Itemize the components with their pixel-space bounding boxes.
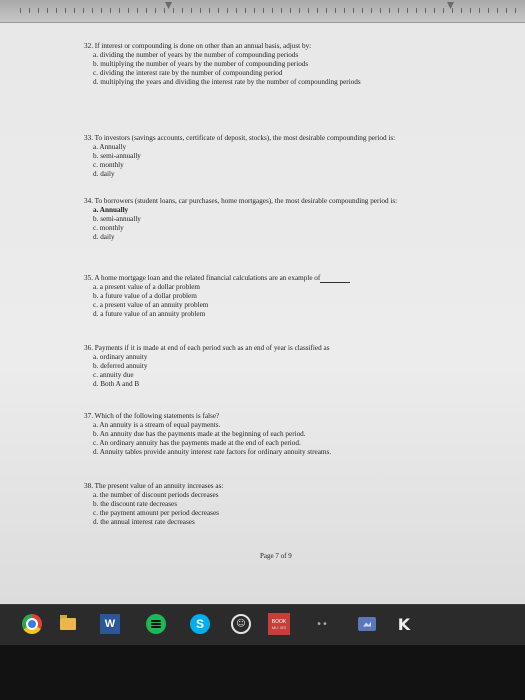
- option: d. daily: [93, 170, 115, 178]
- ruler-tick: [380, 8, 381, 13]
- question-stem: 33. To investors (savings accounts, certificate of deposit, stocks), the most desirable compounding period is:: [84, 134, 396, 142]
- option: c. a present value of an annuity problem: [93, 301, 209, 309]
- question-stem-text: 35. A home mortgage loan and the related financial calculations are an example of: [84, 274, 321, 282]
- ruler-tick: [488, 8, 489, 13]
- ruler-tick: [38, 8, 39, 13]
- ruler-tick: [389, 8, 390, 13]
- question-38: [84, 482, 223, 527]
- ruler-tick: [263, 8, 264, 13]
- ruler-tick: [164, 8, 165, 13]
- ruler-tick: [290, 8, 291, 13]
- option: c. the payment amount per period decreases: [93, 509, 219, 517]
- ruler-tick: [245, 8, 246, 13]
- question-stem: 37. Which of the following statements is false?: [84, 412, 220, 420]
- ruler-tick: [200, 8, 201, 13]
- option: d. Both A and B: [93, 380, 140, 388]
- option: d. Annuity tables provide annuity interest rate factors for ordinary annuity streams.: [93, 448, 332, 456]
- ruler-tick: [146, 8, 147, 13]
- ruler-tick: [20, 8, 21, 13]
- option: b. deferred annuity: [93, 362, 148, 370]
- option: c. monthly: [93, 161, 124, 169]
- ruler-tick: [353, 8, 354, 13]
- option: c. dividing the interest rate by the number of compounding period: [93, 69, 283, 77]
- ruler-tick: [236, 8, 237, 13]
- word-icon[interactable]: W: [100, 614, 120, 634]
- ruler-tick: [110, 8, 111, 13]
- photos-icon[interactable]: [358, 617, 376, 631]
- option: a. Annually: [93, 143, 127, 151]
- question-37: [84, 412, 331, 457]
- ruler: [0, 0, 525, 23]
- ruler-tick: [29, 8, 30, 13]
- circle-app-icon[interactable]: ☺: [231, 614, 251, 634]
- ruler-tick: [137, 8, 138, 13]
- ruler-tick: [425, 8, 426, 13]
- ruler-tick: [191, 8, 192, 13]
- ruler-tick: [335, 8, 336, 13]
- ruler-tick: [173, 8, 174, 13]
- ruler-tick: [326, 8, 327, 13]
- ruler-tick: [299, 8, 300, 13]
- ruler-tick: [74, 8, 75, 13]
- ruler-tick: [128, 8, 129, 13]
- ruler-tick: [371, 8, 372, 13]
- ruler-tick: [416, 8, 417, 13]
- ruler-tick: [227, 8, 228, 13]
- s-app-icon[interactable]: S: [190, 614, 210, 634]
- monitor-bezel: [0, 645, 525, 700]
- question-35: [84, 274, 350, 319]
- ruler-tick: [452, 8, 453, 13]
- option: a. An annuity is a stream of equal payments.: [93, 421, 221, 429]
- option: d. a future value of an annuity problem: [93, 310, 206, 318]
- chrome-icon[interactable]: [22, 614, 42, 634]
- option: a. a present value of a dollar problem: [93, 283, 200, 291]
- answer-blank: [320, 275, 350, 283]
- option: a. Annually: [93, 206, 129, 214]
- question-stem: 36. Payments if it is made at end of each period such as an end of year is classified as: [84, 344, 330, 352]
- ruler-tick: [47, 8, 48, 13]
- ruler-tick: [515, 8, 516, 13]
- ruler-tick: [272, 8, 273, 13]
- ruler-tick: [119, 8, 120, 13]
- ruler-tick: [479, 8, 480, 13]
- document-page: [70, 22, 510, 604]
- ruler-tick: [218, 8, 219, 13]
- ruler-tick: [83, 8, 84, 13]
- ruler-tick: [65, 8, 66, 13]
- k-app-icon[interactable]: K: [397, 614, 411, 634]
- option: b. a future value of a dollar problem: [93, 292, 197, 300]
- page-number: Page 7 of 9: [260, 552, 292, 560]
- red-app-line1: BOOK: [271, 618, 287, 625]
- option: c. monthly: [93, 224, 124, 232]
- ruler-tick: [317, 8, 318, 13]
- ruler-tick: [254, 8, 255, 13]
- ruler-tick: [182, 8, 183, 13]
- red-app-line2: MLI ISS: [271, 624, 287, 630]
- option: a. dividing the number of years by the number of compounding periods: [93, 51, 299, 59]
- ruler-tick: [344, 8, 345, 13]
- spotify-icon[interactable]: [146, 614, 166, 634]
- option: b. semi-annually: [93, 152, 141, 160]
- question-stem: 34. To borrowers (student loans, car purchases, home mortgages), the most desirable compounding period is:: [84, 197, 398, 205]
- question-32: [84, 42, 361, 87]
- dots-icon[interactable]: ••: [316, 618, 328, 630]
- ruler-tick: [497, 8, 498, 13]
- ruler-tick: [407, 8, 408, 13]
- ruler-tick: [434, 8, 435, 13]
- question-stem: 38. The present value of an annuity increases as:: [84, 482, 224, 490]
- option: b. An annuity due has the payments made at the beginning of each period.: [93, 430, 306, 438]
- option: c. annuity due: [93, 371, 134, 379]
- option: a. ordinary annuity: [93, 353, 148, 361]
- ruler-tick: [101, 8, 102, 13]
- option: d. daily: [93, 233, 115, 241]
- ruler-tick: [308, 8, 309, 13]
- ruler-tick: [362, 8, 363, 13]
- ruler-tick: [443, 8, 444, 13]
- ruler-tick: [398, 8, 399, 13]
- folder-icon[interactable]: [58, 614, 78, 634]
- option: a. the number of discount periods decreases: [93, 491, 219, 499]
- question-34: [84, 197, 397, 242]
- option: b. semi-annually: [93, 215, 141, 223]
- ruler-tick: [155, 8, 156, 13]
- ruler-tick: [281, 8, 282, 13]
- option: c. An ordinary annuity has the payments made at the end of each period.: [93, 439, 301, 447]
- ruler-tick: [470, 8, 471, 13]
- question-stem: [84, 274, 350, 283]
- question-36: [84, 344, 330, 389]
- question-33: [84, 134, 395, 179]
- ruler-tick: [209, 8, 210, 13]
- option: d. the annual interest rate decreases: [93, 518, 195, 526]
- ruler-tick: [56, 8, 57, 13]
- option: b. multiplying the number of years by the number of compounding periods: [93, 60, 309, 68]
- ruler-tick: [461, 8, 462, 13]
- ruler-tick: [506, 8, 507, 13]
- taskbar: [0, 604, 525, 645]
- option: b. the discount rate decreases: [93, 500, 178, 508]
- ruler-indent-marker[interactable]: [165, 2, 172, 9]
- ruler-tick: [92, 8, 93, 13]
- red-app-icon[interactable]: [268, 613, 290, 635]
- option: d. multiplying the years and dividing the interest rate by the number of compounding periods: [93, 78, 361, 86]
- question-stem: 32. If interest or compounding is done on other than an annual basis, adjust by:: [84, 42, 312, 50]
